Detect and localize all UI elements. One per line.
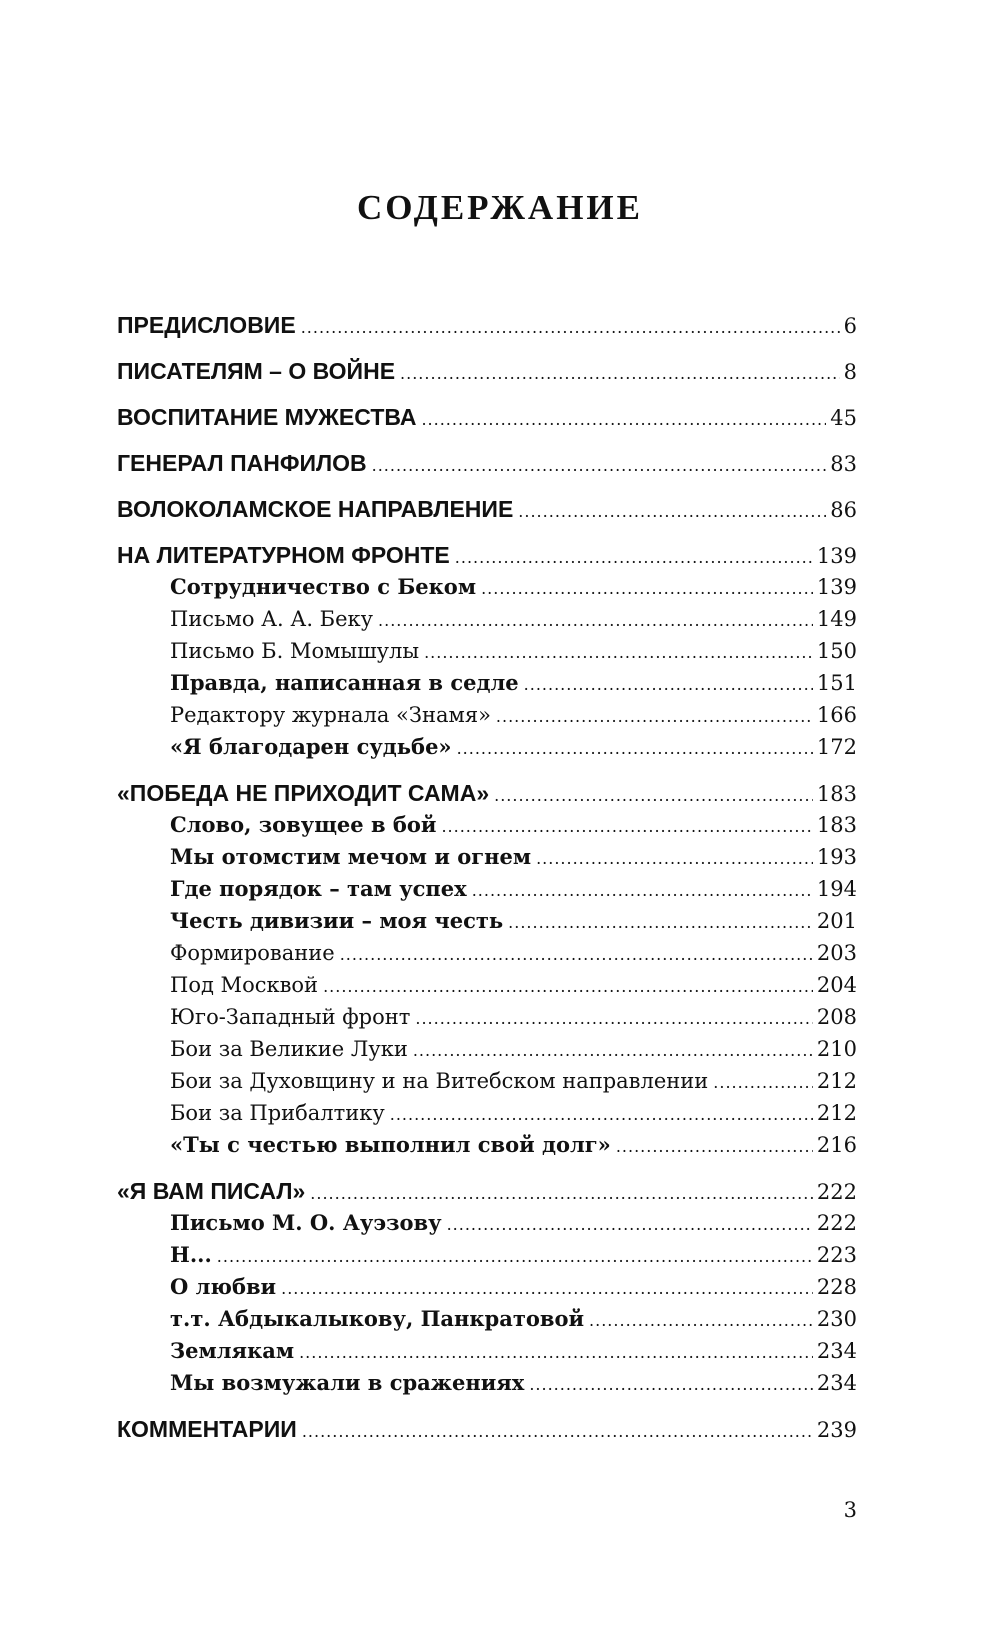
toc-entry-section[interactable]	[117, 448, 857, 478]
toc-entry-label: Правда, написанная в седле	[170, 670, 519, 695]
toc-entry-label: ГЕНЕРАЛ ПАНФИЛОВ	[117, 450, 367, 476]
toc-entry-page: 223	[816, 1243, 857, 1267]
toc-entry-page: 86	[830, 498, 857, 522]
dot-leader	[589, 1306, 813, 1336]
toc-entry-comments[interactable]	[117, 1414, 857, 1444]
toc-entry-label: «Я благодарен судьбе»	[170, 734, 452, 759]
dot-leader	[441, 812, 812, 842]
toc-entry-page: 234	[816, 1371, 857, 1395]
toc-entry-subsection[interactable]	[170, 810, 857, 840]
dot-leader	[457, 734, 813, 764]
toc-entry-subsection[interactable]	[170, 1208, 857, 1238]
dot-leader	[529, 1370, 813, 1400]
toc-entry-subsection[interactable]	[170, 604, 857, 634]
toc-entry-subsection[interactable]	[170, 1098, 857, 1128]
dot-leader	[310, 1179, 813, 1209]
toc-entry-subsection[interactable]	[170, 874, 857, 904]
toc-entry-subsection[interactable]	[170, 700, 857, 730]
toc-entry-page: 210	[816, 1037, 857, 1061]
toc-entry-page: 212	[816, 1101, 857, 1125]
toc-entry-subsection[interactable]	[170, 1304, 857, 1334]
toc-entry-page: 216	[816, 1133, 857, 1157]
toc-entry-label: КОММЕНТАРИИ	[117, 1416, 297, 1442]
toc-entry-section[interactable]	[117, 494, 857, 524]
toc-entry-subsection[interactable]	[170, 842, 857, 872]
toc-entry-page: 139	[816, 544, 857, 568]
toc-entry-subsection[interactable]	[170, 1240, 857, 1270]
toc-entry-page: 194	[816, 877, 857, 901]
toc-entry-page: 239	[816, 1418, 857, 1442]
toc-entry-label: Под Москвой	[170, 973, 319, 997]
toc-entry-subsection[interactable]	[170, 1066, 857, 1096]
toc-entry-page: 166	[816, 703, 857, 727]
toc-entry-label: «Ты с честью выполнил свой долг»	[170, 1132, 611, 1157]
toc-entry-page: 6	[843, 314, 857, 338]
toc-entry-page: 172	[816, 735, 857, 759]
toc-entry-page: 149	[816, 607, 857, 631]
toc-entry-page: 204	[816, 973, 857, 997]
toc-entry-page: 230	[816, 1307, 857, 1331]
toc-entry-page: 83	[830, 452, 857, 476]
dot-leader	[378, 606, 813, 636]
dot-leader	[424, 638, 813, 668]
toc-entry-page: 183	[816, 813, 857, 837]
dot-leader	[447, 1210, 813, 1240]
toc-entry-page: 8	[843, 360, 857, 384]
toc-entry-label: Юго-Западный фронт	[170, 1005, 411, 1029]
dot-leader	[421, 405, 826, 435]
toc-entry-label: Н...	[170, 1242, 212, 1267]
toc-entry-label: Бои за Прибалтику	[170, 1101, 385, 1125]
toc-entry-label: Редактору журнала «Знамя»	[170, 703, 491, 727]
toc-entry-section[interactable]	[117, 540, 857, 570]
toc-entry-subsection[interactable]	[170, 732, 857, 762]
toc-entry-subsection[interactable]	[170, 1130, 857, 1160]
toc-entry-label: Землякам	[170, 1338, 295, 1363]
dot-leader	[524, 670, 813, 700]
toc-entry-subsection[interactable]	[170, 1336, 857, 1366]
toc-entry-subsection[interactable]	[170, 970, 857, 1000]
toc-entry-subsection[interactable]	[170, 938, 857, 968]
dot-leader	[400, 359, 840, 389]
toc-entry-label: Честь дивизии – моя честь	[170, 908, 504, 933]
toc-entry-label: Письмо Б. Момышулы	[170, 639, 420, 663]
toc-entry-subsection[interactable]	[170, 1368, 857, 1398]
dot-leader	[302, 1417, 813, 1447]
toc-entry-label: «ПОБЕДА НЕ ПРИХОДИТ САМА»	[117, 780, 490, 806]
toc-entry-subsection[interactable]	[170, 572, 857, 602]
dot-leader	[508, 908, 813, 938]
toc-entry-label: Бои за Великие Луки	[170, 1037, 408, 1061]
dot-leader	[299, 1338, 813, 1368]
dot-leader	[415, 1004, 813, 1034]
dot-leader	[340, 940, 813, 970]
toc-entry-page: 222	[816, 1180, 857, 1204]
toc-entry-page: 183	[816, 782, 857, 806]
toc-entry-subsection[interactable]	[170, 668, 857, 698]
toc-entry-subsection[interactable]	[170, 906, 857, 936]
dot-leader	[372, 451, 827, 481]
toc-entry-page: 193	[816, 845, 857, 869]
page-title: СОДЕРЖАНИЕ	[356, 188, 643, 227]
toc-entry-subsection[interactable]	[170, 1034, 857, 1064]
toc-entry-label: Бои за Духовщину и на Витебском направлении	[170, 1069, 709, 1093]
toc-entry-section[interactable]	[117, 1176, 857, 1206]
toc-entry-label: О любви	[170, 1274, 277, 1299]
toc-entry-preface[interactable]	[117, 310, 857, 340]
dot-leader	[281, 1274, 813, 1304]
dot-leader	[536, 844, 813, 874]
toc-entry-page: 201	[816, 909, 857, 933]
toc-entry-label: Письмо А. А. Беку	[170, 607, 374, 631]
dot-leader	[518, 497, 826, 527]
dot-leader	[455, 543, 813, 573]
toc-entry-label: ВОСПИТАНИЕ МУЖЕСТВА	[117, 404, 417, 430]
toc-entry-page: 203	[816, 941, 857, 965]
dot-leader	[494, 781, 813, 811]
toc-entry-subsection[interactable]	[170, 1272, 857, 1302]
toc-entry-page: 228	[816, 1275, 857, 1299]
toc-entry-section[interactable]	[117, 778, 857, 808]
toc-entry-page: 208	[816, 1005, 857, 1029]
dot-leader	[481, 574, 813, 604]
toc-entry-page: 222	[816, 1211, 857, 1235]
dot-leader	[217, 1242, 813, 1272]
dot-leader	[390, 1100, 813, 1130]
toc-entry-page: 150	[816, 639, 857, 663]
dot-leader	[413, 1036, 813, 1066]
toc-entry-label: Слово, зовущее в бой	[170, 812, 437, 837]
toc-entry-label: т.т. Абдыкалыкову, Панкратовой	[170, 1306, 585, 1331]
toc-entry-page: 234	[816, 1339, 857, 1363]
dot-leader	[616, 1132, 813, 1162]
toc-entry-label: Формирование	[170, 941, 335, 965]
toc-entry-label: Мы возмужали в сражениях	[170, 1370, 525, 1395]
page-number: 3	[843, 1498, 857, 1522]
toc-entry-label: Где порядок – там успех	[170, 876, 467, 901]
toc-entry-label: ПРЕДИСЛОВИЕ	[117, 312, 296, 338]
toc-entry-page: 151	[816, 671, 857, 695]
dot-leader	[301, 313, 840, 343]
toc-entry-label: Письмо М. О. Ауэзову	[170, 1210, 442, 1235]
toc-entry-label: ВОЛОКОЛАМСКОЕ НАПРАВЛЕНИЕ	[117, 496, 514, 522]
toc-entry-label: ПИСАТЕЛЯМ – О ВОЙНЕ	[117, 358, 396, 384]
dot-leader	[472, 876, 813, 906]
dot-leader	[713, 1068, 813, 1098]
toc-entry-subsection[interactable]	[170, 636, 857, 666]
toc-entry-subsection[interactable]	[170, 1002, 857, 1032]
toc-entry-section[interactable]	[117, 402, 857, 432]
toc-entry-label: «Я ВАМ ПИСАЛ»	[117, 1178, 306, 1204]
toc-entry-page: 212	[816, 1069, 857, 1093]
toc-entry-label: Мы отомстим мечом и огнем	[170, 844, 532, 869]
toc-entry-page: 139	[816, 575, 857, 599]
toc-entry-section[interactable]	[117, 356, 857, 386]
toc-entry-page: 45	[830, 406, 857, 430]
toc-entry-label: Сотрудничество с Беком	[170, 574, 477, 599]
dot-leader	[496, 702, 813, 732]
dot-leader	[323, 972, 813, 1002]
toc-entry-label: НА ЛИТЕРАТУРНОМ ФРОНТЕ	[117, 542, 450, 568]
